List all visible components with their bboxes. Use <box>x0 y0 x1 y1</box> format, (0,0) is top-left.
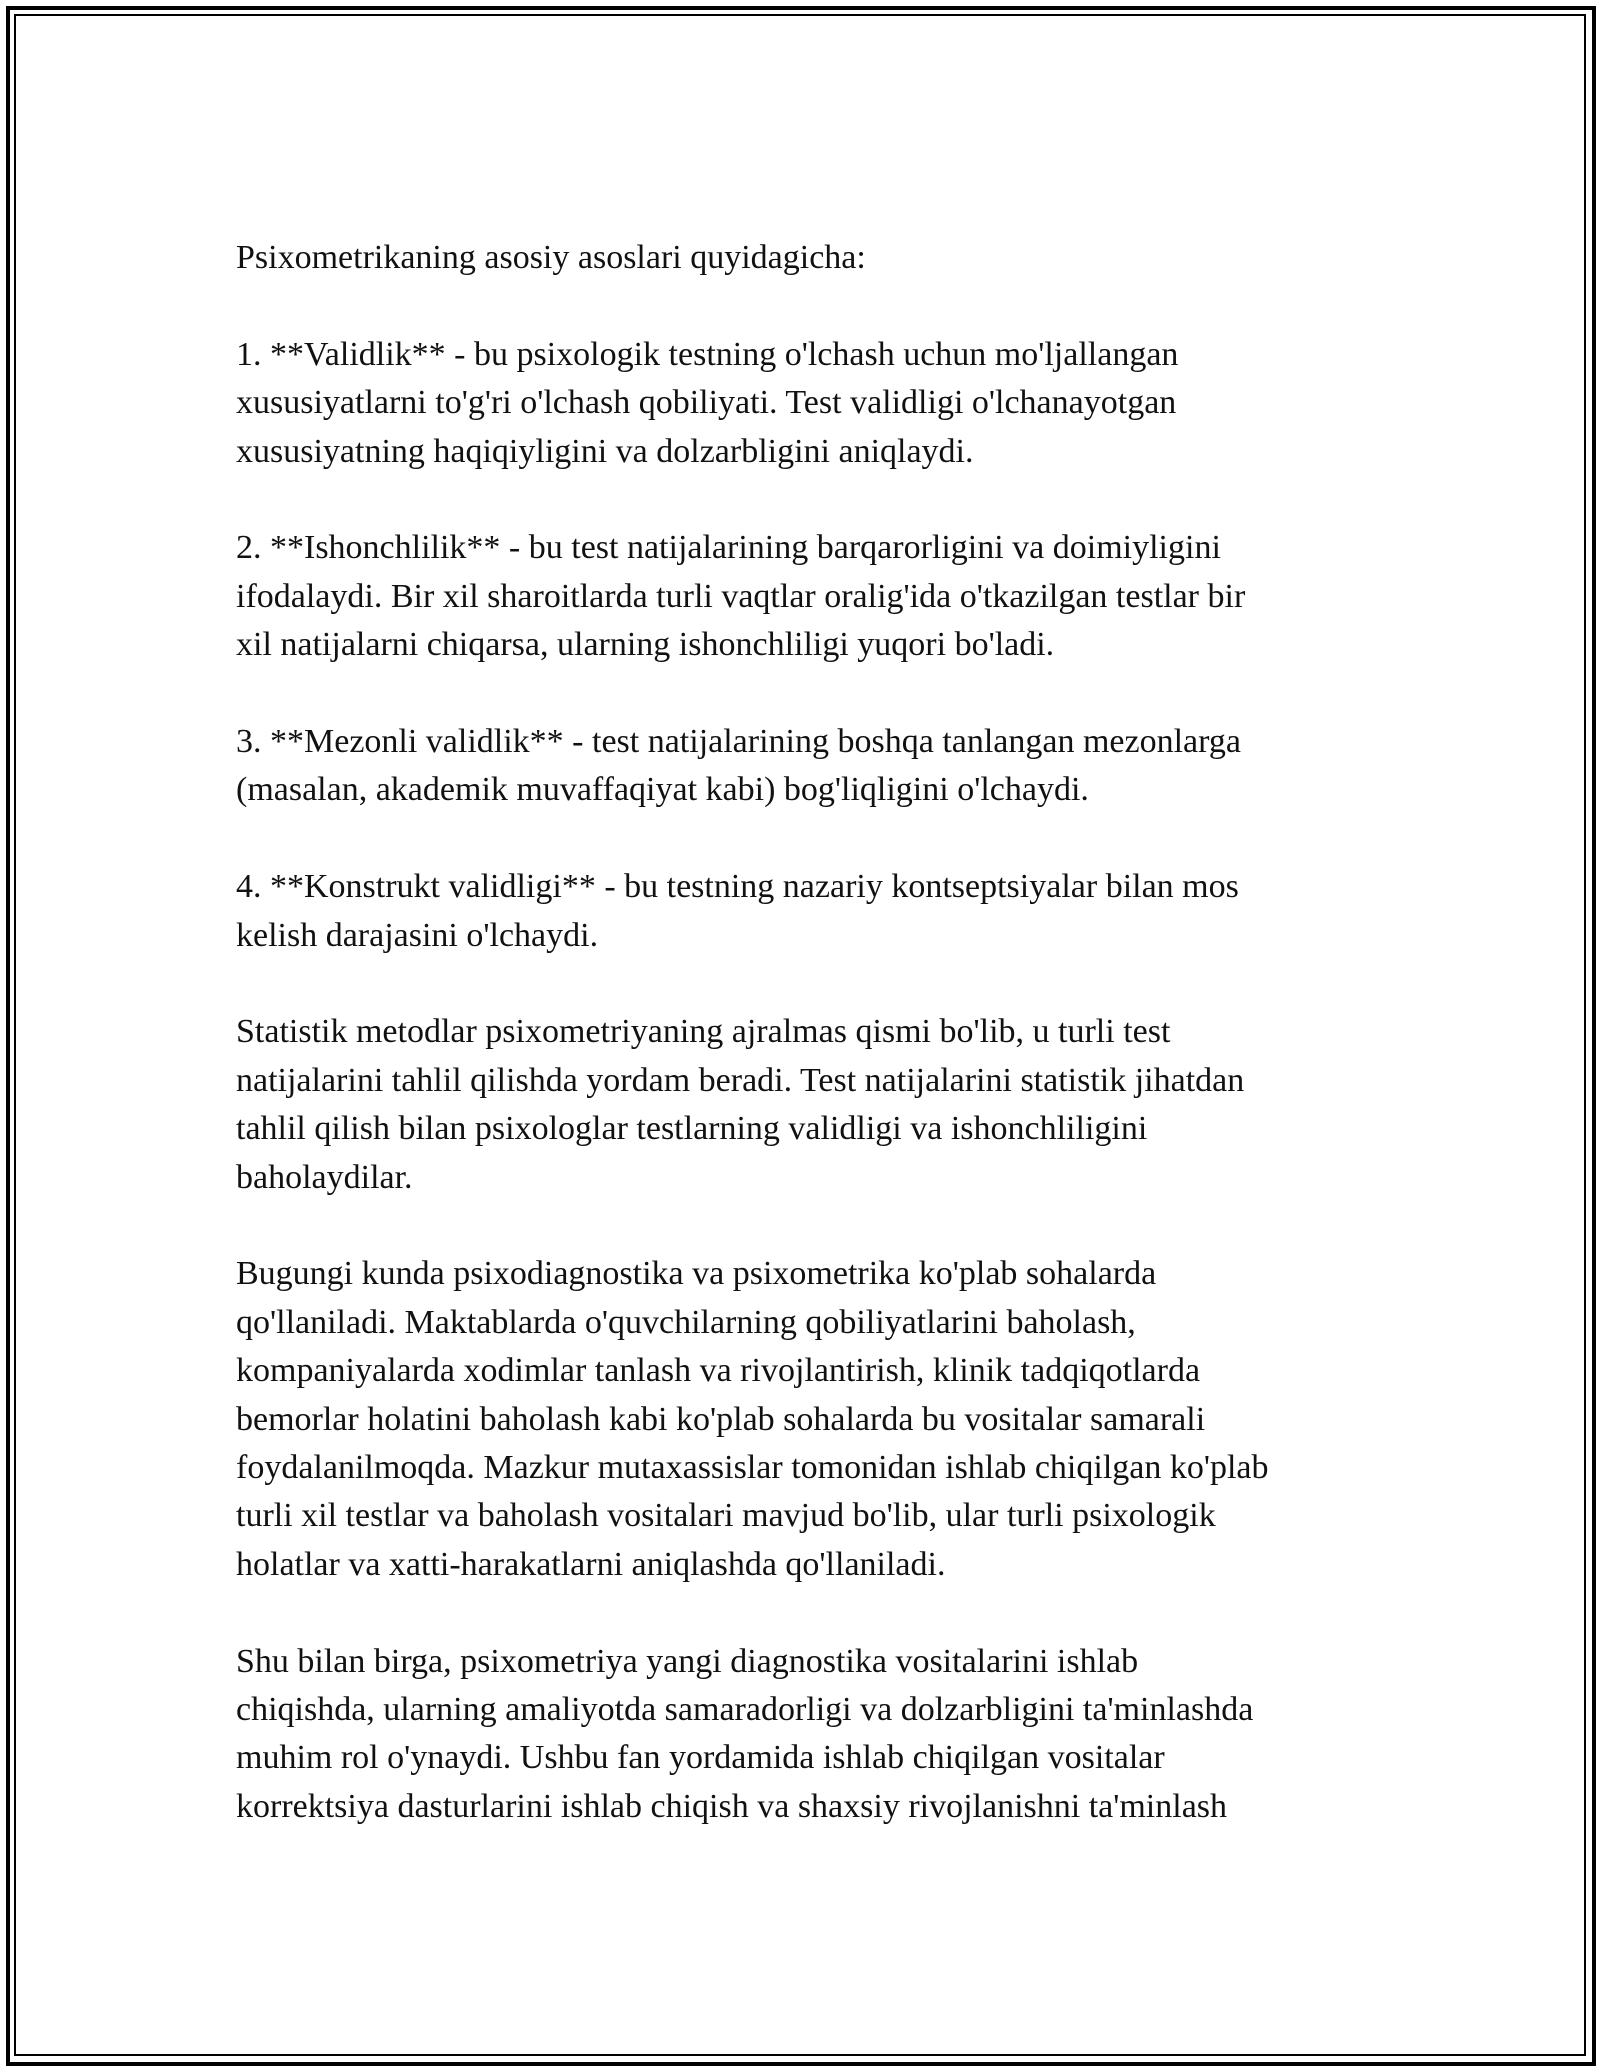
intro-line: Psixometrikaning asosiy asoslari quyidagicha: <box>236 239 866 276</box>
text-line: 1. **Validlik** - bu psixologik testning o'lchash uchun mo'ljallangan <box>236 335 1179 373</box>
text-line: bemorlar holatini baholash kabi ko'plab sohalarda bu vositalar samarali <box>236 1400 1206 1438</box>
text-line: Bugungi kunda psixodiagnostika va psixometrika ko'plab sohalarda <box>236 1255 1157 1293</box>
text-line: baholaydilar. <box>236 1158 413 1196</box>
list-item-konstrukt-validligi <box>236 863 1364 960</box>
text-line: korrektsiya dasturlarini ishlab chiqish va shaxsiy rivojlanishni ta'minlash <box>236 1787 1228 1825</box>
text-line: xil natijalarni chiqarsa, ularning ishonchliligi yuqori bo'ladi. <box>236 626 1055 664</box>
text-line: turli xil testlar va baholash vositalari mavjud bo'lib, ular turli psixologik <box>236 1497 1216 1535</box>
intro-paragraph <box>236 234 1364 282</box>
text-line: xususiyatlarni to'g'ri o'lchash qobiliyati. Test validligi o'lchanayotgan <box>236 384 1177 422</box>
text-line: 4. **Konstrukt validligi** - bu testning nazariy kontseptsiyalar bilan mos <box>236 868 1239 906</box>
paragraph-statistik-metodlar <box>236 1008 1364 1202</box>
text-line: kompaniyalarda xodimlar tanlash va rivojlantirish, klinik tadqiqotlarda <box>236 1352 1201 1390</box>
text-line: xususiyatning haqiqiyligini va dolzarbligini aniqlaydi. <box>236 432 974 470</box>
text-line: ifodalaydi. Bir xil sharoitlarda turli vaqtlar oralig'ida o'tkazilgan testlar bir <box>236 577 1246 615</box>
text-line: (masalan, akademik muvaffaqiyat kabi) bog'liqligini o'lchaydi. <box>236 771 1089 809</box>
text-line: chiqishda, ularning amaliyotda samaradorligi va dolzarbligini ta'minlashda <box>236 1691 1254 1729</box>
text-line: Statistik metodlar psixometriyaning ajralmas qismi bo'lib, u turli test <box>236 1013 1171 1051</box>
list-item-ishonchlilik <box>236 524 1364 669</box>
text-line: 2. **Ishonchlilik** - bu test natijalarining barqarorligini va doimiyligini <box>236 529 1221 567</box>
list-item-mezonli-validlik <box>236 718 1364 815</box>
paragraph-shu-bilan-birga <box>236 1638 1364 1832</box>
paragraph-bugungi-kunda <box>236 1250 1364 1589</box>
text-line: tahlil qilish bilan psixologlar testlarning validligi va ishonchliligini <box>236 1110 1148 1148</box>
text-line: holatlar va xatti-harakatlarni aniqlashda qo'llaniladi. <box>236 1545 946 1583</box>
text-line: foydalanilmoqda. Mazkur mutaxassislar tomonidan ishlab chiqilgan ko'plab <box>236 1449 1269 1487</box>
text-line: qo'llaniladi. Maktablarda o'quvchilarning qobiliyatlarini baholash, <box>236 1303 1136 1341</box>
text-line: 3. **Mezonli validlik** - test natijalarining boshqa tanlangan mezonlarga <box>236 723 1241 761</box>
text-line: Shu bilan birga, psixometriya yangi diagnostika vositalarini ishlab <box>236 1642 1139 1680</box>
document-body <box>236 234 1364 1831</box>
text-line: natijalarini tahlil qilishda yordam beradi. Test natijalarini statistik jihatdan <box>236 1061 1245 1099</box>
text-line: muhim rol o'ynaydi. Ushbu fan yordamida ishlab chiqilgan vositalar <box>236 1739 1165 1777</box>
text-line: kelish darajasini o'lchaydi. <box>236 916 599 954</box>
list-item-validlik <box>236 331 1364 476</box>
